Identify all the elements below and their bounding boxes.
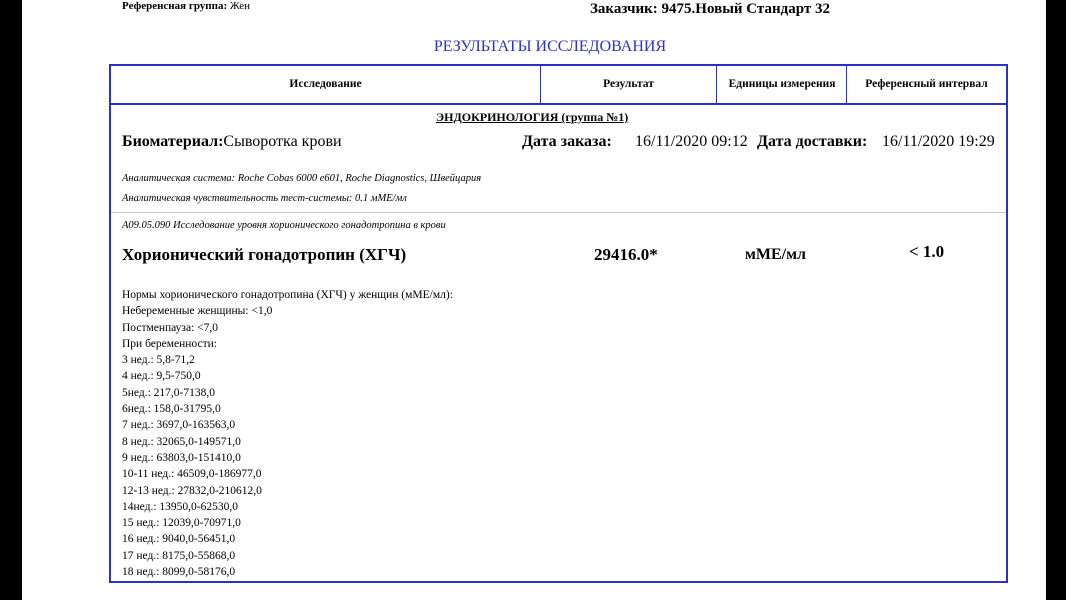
table-header-row (111, 66, 1006, 105)
reference-group-label: Референсная группа: (122, 0, 228, 12)
test-result: 29416.0* (594, 245, 658, 264)
column-header-study: Исследование (289, 78, 362, 90)
norms-line: 6нед.: 158,0-31795,0 (122, 403, 221, 416)
biomaterial-value: Сыворотка крови (223, 133, 342, 150)
norms-line: 15 нед.: 12039,0-70971,0 (122, 517, 241, 530)
document-title: РЕЗУЛЬТАТЫ ИССЛЕДОВАНИЯ (433, 38, 667, 55)
results-table (109, 64, 1008, 583)
left-black-border (0, 0, 22, 600)
delivery-date-label: Дата доставки: (757, 133, 868, 150)
norms-line: 14нед.: 13950,0-62530,0 (122, 500, 238, 513)
norms-line: 3 нед.: 5,8-71,2 (122, 354, 195, 367)
customer-info: Заказчик: 9475.Новый Стандарт 32 (590, 1, 830, 17)
reference-group-value: Жен (229, 0, 250, 12)
column-header-reference: Референсный интервал (865, 78, 988, 90)
norms-line: Нормы хорионического гонадотропина (ХГЧ) у женщин (мМЕ/мл): (122, 289, 453, 301)
order-date-label: Дата заказа: (522, 133, 612, 150)
norms-line: 7 нед.: 3697,0-163563,0 (122, 419, 236, 432)
norms-line: 17 нед.: 8175,0-55868,0 (122, 549, 236, 562)
norms-line: Постменпауза: <7,0 (122, 321, 219, 334)
biomaterial-label: Биоматериал: (122, 133, 224, 150)
delivery-date-value: 16/11/2020 19:29 (882, 133, 995, 150)
right-black-border (1046, 0, 1066, 600)
norms-line: 9 нед.: 63803,0-151410,0 (122, 451, 241, 464)
norms-line: 8 нед.: 32065,0-149571,0 (122, 435, 241, 448)
norms-line: 16 нед.: 9040,0-56451,0 (122, 533, 236, 546)
norms-line: 4 нед.: 9,5-750,0 (122, 370, 201, 383)
row-separator (111, 212, 1006, 213)
column-header-result: Результат (603, 78, 654, 90)
column-divider (716, 66, 717, 103)
column-header-units: Единицы измерения (728, 78, 836, 90)
norms-block (122, 287, 453, 580)
service-code: A09.05.090 Исследование уровня хорионического гонадотропина в крови (122, 220, 446, 231)
order-date-value: 16/11/2020 09:12 (635, 133, 748, 150)
reference-group (122, 0, 250, 12)
test-name: Хорионический гонадотропин (ХГЧ) (122, 245, 407, 264)
test-sensitivity: Аналитическая чувствительность тест-системы: 0.1 мМЕ/мл (122, 193, 407, 204)
biomaterial (122, 133, 342, 151)
norms-line: 5нед.: 217,0-7138,0 (122, 386, 215, 399)
analytic-system: Аналитическая система: Roche Cobas 6000 e601, Roche Diagnostics, Швейцария (122, 173, 482, 184)
test-units: мМЕ/мл (745, 246, 806, 263)
norms-line: При беременности: (122, 337, 217, 350)
norms-line: Небеременные женщины: <1,0 (122, 305, 273, 318)
norms-line: 18 нед.: 8099,0-58176,0 (122, 566, 236, 579)
section-title: ЭНДОКРИНОЛОГИЯ (группа №1) (436, 110, 629, 124)
test-reference: < 1.0 (909, 242, 945, 261)
norms-line: 12-13 нед.: 27832,0-210612,0 (122, 484, 262, 497)
norms-line: 10-11 нед.: 46509,0-186977,0 (122, 468, 262, 481)
